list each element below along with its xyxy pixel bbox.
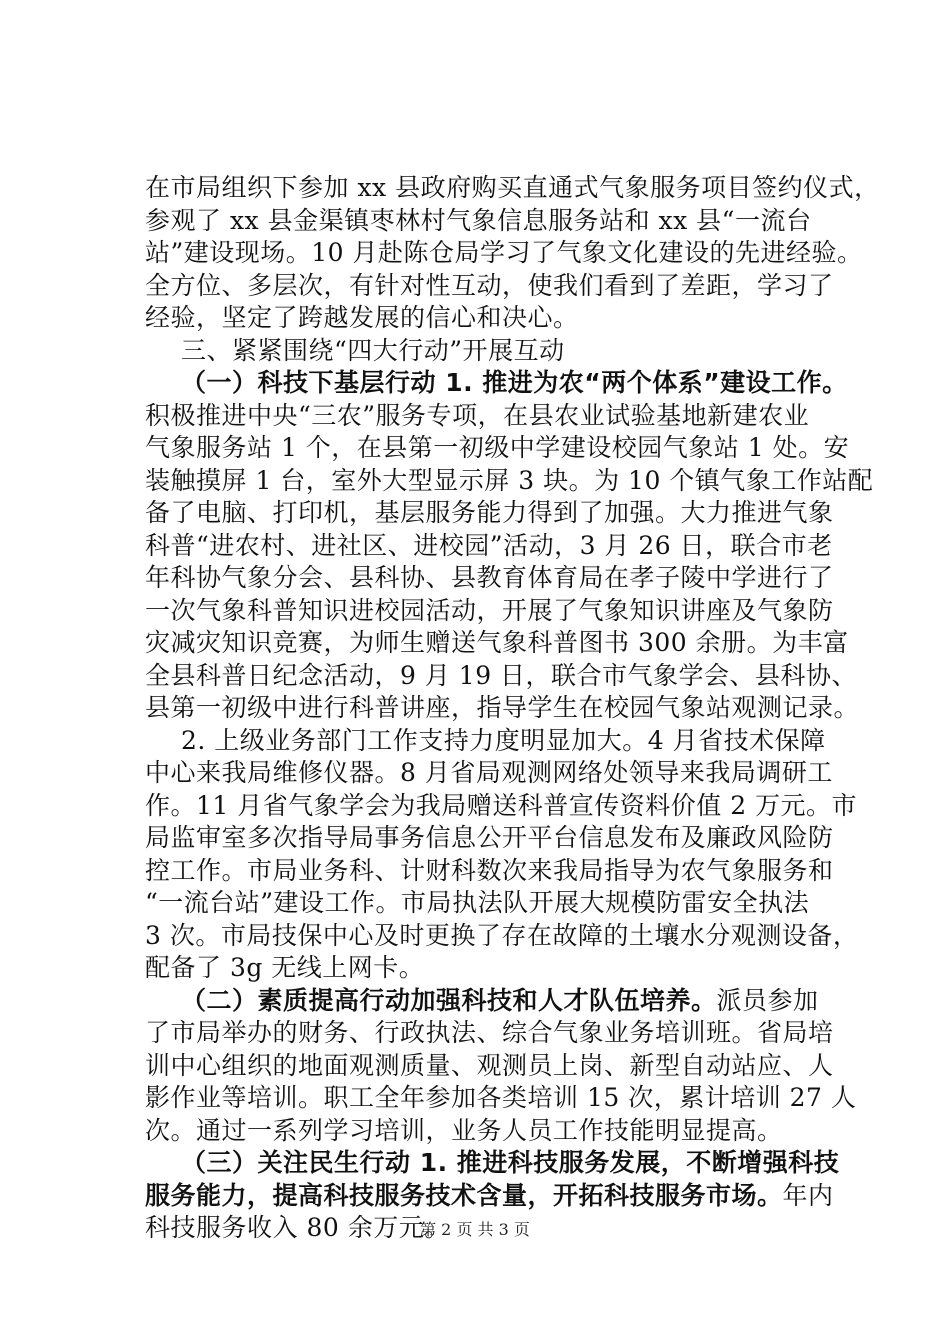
paragraph-line: 装触摸屏 1 台，室外大型显示屏 3 块。为 10 个镇气象工作站配: [145, 465, 874, 495]
paragraph-line: 经验，坚定了跨越发展的信心和决心。: [145, 303, 579, 332]
paragraph-line: 控工作。市局业务科、计财科数次来我局指导为农气象服务和: [145, 855, 834, 885]
page-number-footer: 第 2 页 共 3 页: [420, 1220, 530, 1239]
subsection-heading: [145, 367, 848, 400]
subsection-title: （三）关注民生行动 1. 推进科技服务发展，不断增强科技: [181, 1148, 840, 1177]
subsection-title: （一）科技下基层行动 1. 推进为农“两个体系”建设工作。: [181, 368, 848, 397]
paragraph-line: 站”建设现场。10 月赴陈仓局学习了气象文化建设的先进经验。: [145, 238, 863, 267]
paragraph-line: 积极推进中央“三农”服务专项，在县农业试验基地新建农业: [145, 400, 810, 430]
paragraph-line: 科普“进农村、进社区、进校园”活动，3 月 26 日，联合市老: [145, 530, 833, 560]
paragraph-line: 参观了 xx 县金渠镇枣林村气象信息服务站和 xx 县“一流台: [145, 205, 812, 235]
subsection-title: （二）素质提高行动加强科技和人才队伍培养。: [181, 985, 717, 1015]
paragraph-line: 一次气象科普知识进校园活动，开展了气象知识讲座及气象防: [145, 595, 834, 625]
section-heading: 三、紧紧围绕“四大行动”开展互动: [181, 335, 565, 365]
paragraph-line: 作。11 月省气象学会为我局赠送科普宣传资料价值 2 万元。市: [145, 790, 858, 820]
paragraph-line: 影作业等培训。职工全年参加各类培训 15 次，累计培训 27 人: [145, 1083, 857, 1112]
subsection-title: 服务能力，提高科技服务技术含量，开拓科技服务市场。: [145, 1180, 783, 1210]
paragraph-line: 全县科普日纪念活动，9 月 19 日，联合市气象学会、县科协、: [145, 660, 858, 690]
paragraph-line: 灾减灾知识竞赛，为师生赠送气象科普图书 300 余册。为丰富: [145, 628, 849, 657]
paragraph-line: 县第一初级中进行科普讲座，指导学生在校园气象站观测记录。: [145, 693, 860, 722]
paragraph-text: 派员参加: [716, 985, 819, 1015]
paragraph-line: 备了电脑、打印机，基层服务能力得到了加强。大力推进气象: [145, 498, 834, 527]
paragraph-text: 年内: [782, 1180, 834, 1210]
paragraph-line: 了市局举办的财务、行政执法、综合气象业务培训班。省局培: [145, 1018, 834, 1047]
paragraph-line: 训中心组织的地面观测质量、观测员上岗、新型自动站应、人: [145, 1050, 834, 1080]
paragraph-line: 配备了 3g 无线上网卡。: [145, 953, 425, 982]
document-body: [145, 172, 880, 1245]
subsection-heading-continued: [145, 1180, 835, 1213]
paragraph-line: “一流台站”建设工作。市局执法队开展大规模防雷安全执法: [145, 888, 810, 917]
subsection-heading: [145, 985, 835, 1018]
paragraph-line: 在市局组织下参加 xx 县政府购买直通式气象服务项目签约仪式，: [145, 173, 880, 202]
paragraph-line: 全方位、多层次，有针对性互动，使我们看到了差距，学习了: [145, 270, 834, 300]
paragraph-line: 中心来我局维修仪器。8 月省局观测网络处领导来我局调研工: [145, 758, 833, 787]
paragraph-line: 次。通过一系列学习培训，业务人员工作技能明显提高。: [145, 1115, 783, 1145]
paragraph-line: 3 次。市局技保中心及时更换了存在故障的土壤水分观测设备，: [145, 920, 859, 950]
paragraph-line: 局监审室多次指导局事务信息公开平台信息发布及廉政风险防: [145, 823, 834, 852]
paragraph-line: 科技服务收入 80 余万元。: [145, 1213, 450, 1242]
subsection-heading: [145, 1147, 840, 1180]
paragraph-line: 气象服务站 1 个，在县第一初级中学建设校园气象站 1 处。安: [145, 433, 850, 462]
paragraph-line: 2. 上级业务部门工作支持力度明显加大。4 月省技术保障: [181, 725, 826, 755]
paragraph-line: 年科协气象分会、县科协、县教育体育局在孝子陵中学进行了: [145, 563, 834, 592]
